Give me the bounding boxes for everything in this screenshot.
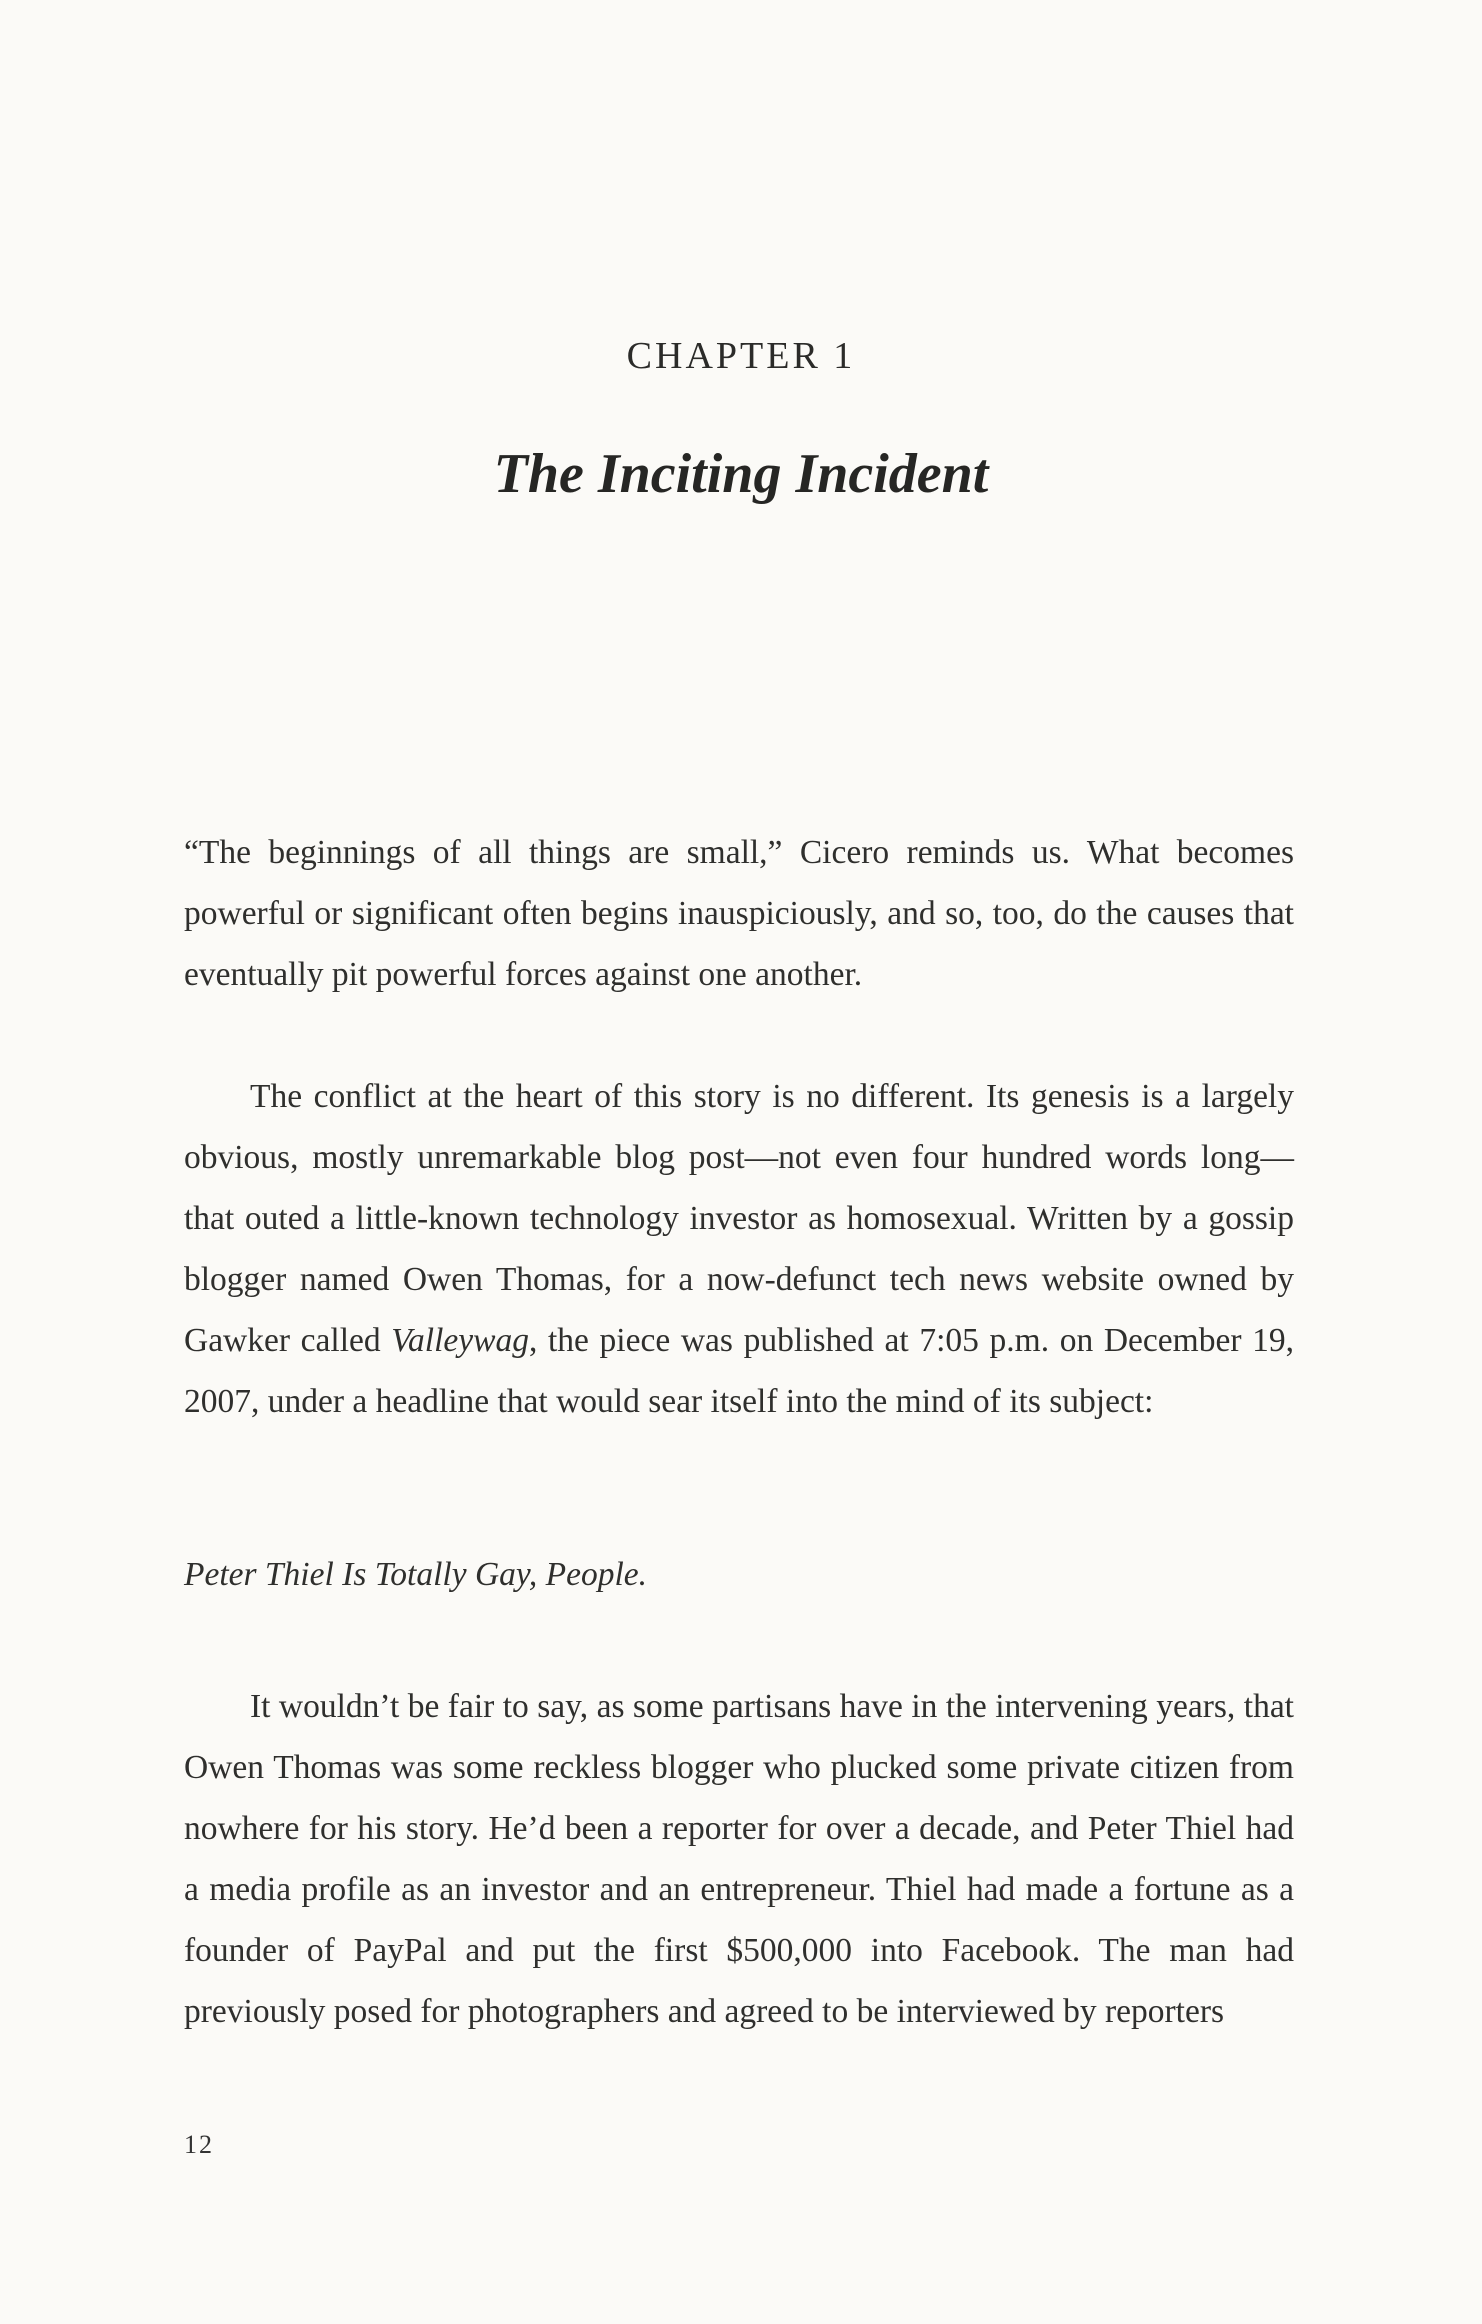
paragraph-text (184, 1066, 1294, 1432)
paragraph-text: It wouldn’t be fair to say, as some partisans have in the intervening years, that Owen Thomas was some reckless blogger who plucked some private citizen from nowhere for his story. He’d been a reporter for over a decade, and Peter Thiel had a media profile as an investor and an entrepreneur. Thiel had made a fortune as a founder of PayPal and put the first $500,000 into Facebook. The man had previously posed for photographers and agreed to be interviewed by reporters (184, 1688, 1294, 2030)
paragraph-text-part: , the piece was published at 7:05 p.m. on December 19, 2007, under a headline that would sear itself into the mind of its subject: (184, 1322, 1294, 1420)
publication-name: Valleywag (391, 1322, 529, 1359)
paragraph-opening (184, 822, 1294, 1005)
paragraph-text-part: The conflict at the heart of this story is no different. Its genesis is a largely obvious, mostly unremarkable blog post—not even four hundred words long—that outed a little-known technology investor as homosexual. Written by a gossip blogger named Owen Thomas, for a now-defunct tech news website owned by Gawker called (184, 1078, 1294, 1359)
chapter-title: The Inciting Incident (493, 443, 989, 505)
page-number: 12 (184, 2130, 214, 2159)
chapter-label: CHAPTER 1 (626, 335, 856, 377)
quoted-headline: Peter Thiel Is Totally Gay, People. (184, 1556, 648, 1593)
paragraph-conflict (184, 1066, 1294, 1432)
paragraph-text: “The beginnings of all things are small,” Cicero reminds us. What becomes powerful or significant often begins inauspiciously, and so, too, do the causes that eventually pit powerful forces against one another. (184, 834, 1294, 993)
paragraph-context (184, 1676, 1294, 2042)
